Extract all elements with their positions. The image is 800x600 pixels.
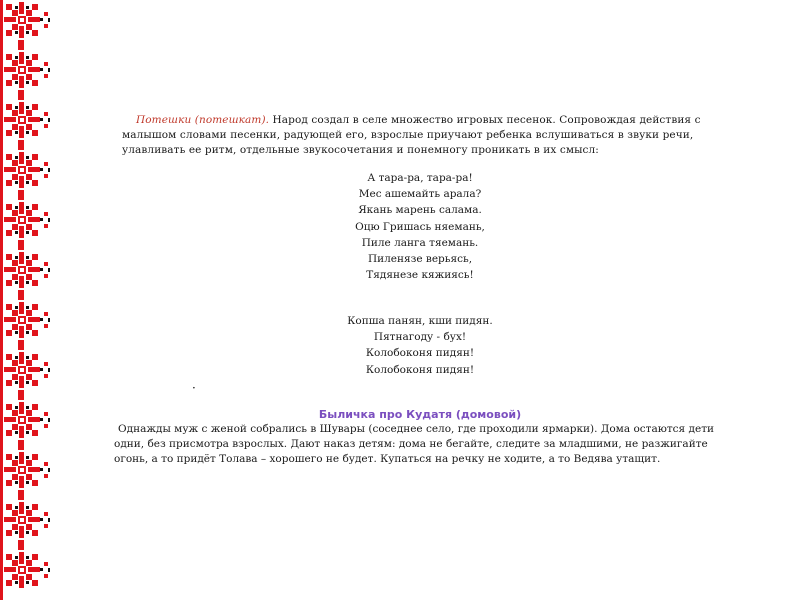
verse-line: Пиленязе верьясь, (367, 253, 473, 266)
verse-line: Колобоконя пидян! (365, 363, 475, 376)
verse-line: Тядянезе кяжиясь! (366, 269, 474, 282)
intro-text: Народ создал в селе множество игровых песенок. Сопровождая действия с малышом словами песенки, радующей его, взрослые приучают ребенка вслушиваться в звуки речи, улавливать ее ритм, отдельные звукосочетания и понемногу проникать в их смысл: (122, 114, 701, 156)
verse-line: Копша панян, кши пидян. (347, 315, 493, 327)
intro-paragraph (122, 113, 707, 158)
verse-line: Пиле ланга тяемань. (361, 236, 479, 249)
verse-line: Колобоконя пидян! (365, 347, 475, 360)
embroidery-ornament-border (0, 0, 50, 600)
verse-line: А тара-ра, тара-ра! (367, 172, 473, 184)
verse-line: Якань марень салама. (358, 204, 482, 217)
verse-block-1 (300, 170, 540, 283)
verse-line: Пятнагоду - бух! (373, 331, 467, 344)
bylichka-title: Быличка про Кудатя (домовой) (318, 408, 522, 421)
document-content (100, 0, 740, 600)
verse-block-2 (300, 313, 540, 378)
bylichka-text: Однажды муж с женой собрались в Шувары (соседнее село, где проходили ярмарки). Дома остаются дети одни, без присмотра взрослых. Дают наказ детям: дома не бегайте, следите за младшими, не разжигайте огонь, а то придёт Толава – хорошего не будет. Купаться на речку не ходите, а то Ведява утащит. (114, 423, 714, 465)
bullet-dot: · (192, 381, 196, 395)
verse-line: Оцю Гришась няемань, (355, 220, 485, 233)
poteshki-heading: Потешки (потешкат). (136, 114, 270, 126)
verse-line: Мес ашемайть арала? (358, 188, 482, 201)
